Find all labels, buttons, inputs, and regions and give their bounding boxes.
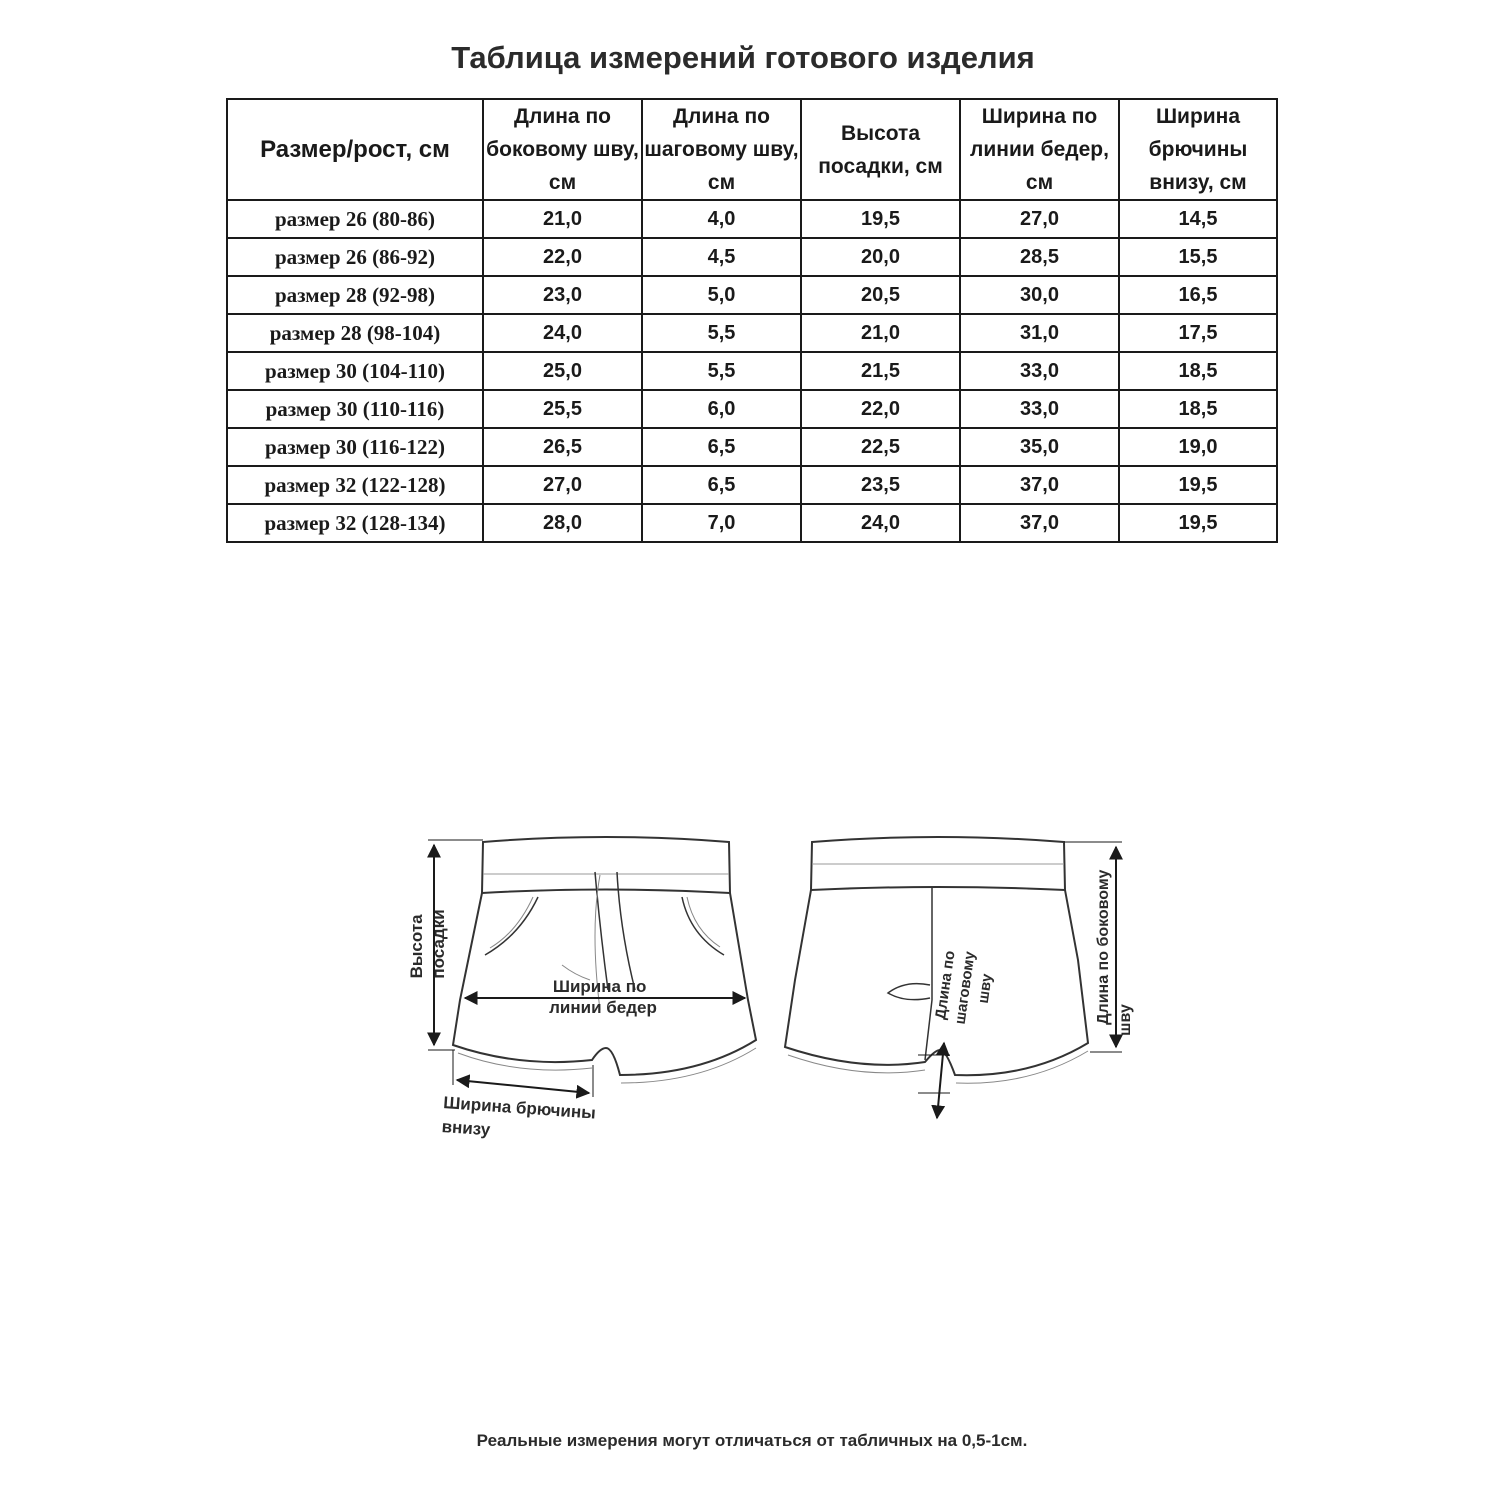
cell-value: 27,0 xyxy=(483,466,642,504)
footnote: Реальные измерения могут отличаться от табличных на 0,5-1см. xyxy=(476,1431,1028,1450)
cell-value: 15,5 xyxy=(1119,238,1277,276)
cell-value: 37,0 xyxy=(960,504,1119,542)
cell-value: 26,5 xyxy=(483,428,642,466)
cell-value: 18,5 xyxy=(1119,390,1277,428)
cell-size: размер 32 (128-134) xyxy=(227,504,483,542)
cell-value: 7,0 xyxy=(642,504,801,542)
cell-value: 21,5 xyxy=(801,352,960,390)
cell-value: 35,0 xyxy=(960,428,1119,466)
cell-size: размер 30 (104-110) xyxy=(227,352,483,390)
cell-value: 28,5 xyxy=(960,238,1119,276)
page-title: Таблица измерений готового изделия xyxy=(451,40,1035,75)
cell-value: 33,0 xyxy=(960,352,1119,390)
cell-size: размер 32 (122-128) xyxy=(227,466,483,504)
cell-value: 22,5 xyxy=(801,428,960,466)
cell-size: размер 30 (116-122) xyxy=(227,428,483,466)
cell-value: 4,5 xyxy=(642,238,801,276)
cell-size: размер 26 (86-92) xyxy=(227,238,483,276)
cell-value: 24,0 xyxy=(801,504,960,542)
cell-value: 5,5 xyxy=(642,314,801,352)
cell-value: 4,0 xyxy=(642,200,801,238)
cell-value: 19,5 xyxy=(1119,466,1277,504)
cell-value: 21,0 xyxy=(483,200,642,238)
label-hem-width: Ширина брючины внизу xyxy=(441,1093,597,1140)
cell-size: размер 30 (110-116) xyxy=(227,390,483,428)
cell-value: 25,0 xyxy=(483,352,642,390)
cell-value: 19,5 xyxy=(801,200,960,238)
cell-value: 27,0 xyxy=(960,200,1119,238)
cell-value: 19,0 xyxy=(1119,428,1277,466)
measurement-lines xyxy=(428,840,1122,1118)
cell-value: 37,0 xyxy=(960,466,1119,504)
cell-value: 21,0 xyxy=(801,314,960,352)
cell-value: 22,0 xyxy=(483,238,642,276)
cell-value: 24,0 xyxy=(483,314,642,352)
label-side-seam: Длина по боковому шву xyxy=(1095,869,1134,1036)
cell-value: 5,0 xyxy=(642,276,801,314)
cell-value: 5,5 xyxy=(642,352,801,390)
cell-value: 17,5 xyxy=(1119,314,1277,352)
shorts-back-view xyxy=(785,837,1088,1083)
cell-value: 19,5 xyxy=(1119,504,1277,542)
cell-value: 6,5 xyxy=(642,428,801,466)
header-hem-width: Ширина брючины внизу, см xyxy=(1119,99,1277,200)
cell-value: 31,0 xyxy=(960,314,1119,352)
label-inseam: Длина по шаговому шву xyxy=(932,949,996,1026)
cell-value: 14,5 xyxy=(1119,200,1277,238)
label-hip-width: Ширина по линии бедер xyxy=(549,977,657,1017)
cell-value: 18,5 xyxy=(1119,352,1277,390)
cell-value: 33,0 xyxy=(960,390,1119,428)
cell-size: размер 28 (98-104) xyxy=(227,314,483,352)
cell-value: 22,0 xyxy=(801,390,960,428)
shorts-front-view xyxy=(453,837,756,1083)
header-inseam: Длина по шаговому шву, см xyxy=(642,99,801,200)
cell-value: 23,0 xyxy=(483,276,642,314)
header-side-seam: Длина по боковому шву, см xyxy=(483,99,642,200)
header-hip-width: Ширина по линии бедер, см xyxy=(960,99,1119,200)
cell-value: 20,5 xyxy=(801,276,960,314)
cell-value: 30,0 xyxy=(960,276,1119,314)
cell-value: 28,0 xyxy=(483,504,642,542)
cell-value: 16,5 xyxy=(1119,276,1277,314)
cell-size: размер 26 (80-86) xyxy=(227,200,483,238)
label-rise: Высота посадки xyxy=(407,909,448,979)
cell-value: 20,0 xyxy=(801,238,960,276)
cell-value: 23,5 xyxy=(801,466,960,504)
header-size-height: Размер/рост, см xyxy=(227,99,483,200)
cell-value: 6,5 xyxy=(642,466,801,504)
header-rise: Высота посадки, см xyxy=(801,99,960,200)
cell-size: размер 28 (92-98) xyxy=(227,276,483,314)
cell-value: 6,0 xyxy=(642,390,801,428)
cell-value: 25,5 xyxy=(483,390,642,428)
